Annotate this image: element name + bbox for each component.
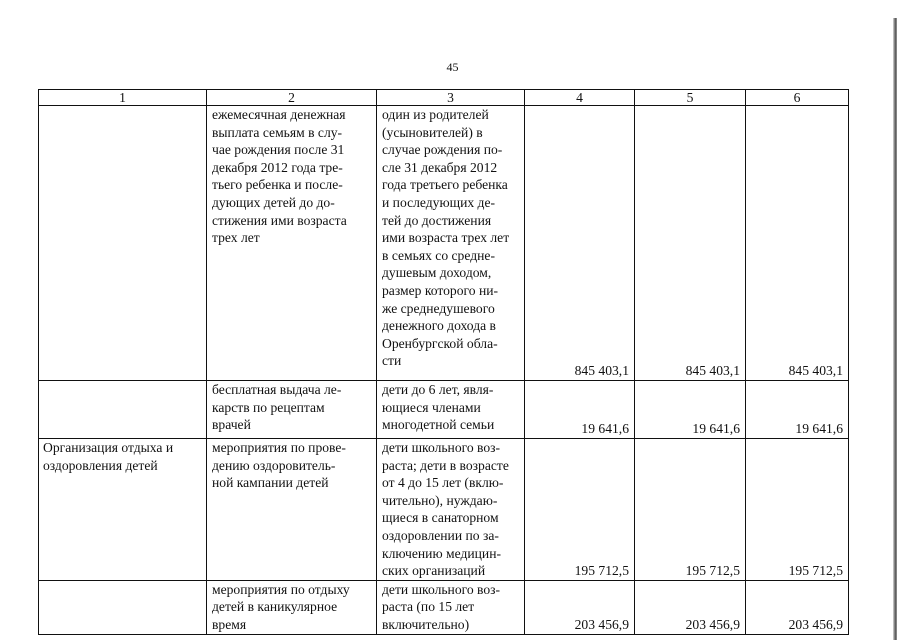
cell-recipients: дети до 6 лет, явля- ющиеся членами многодетной семьи bbox=[377, 381, 525, 439]
header-cell-5: 5 bbox=[635, 90, 746, 106]
cell-program: Организация отдыха и оздоровления детей bbox=[39, 439, 207, 581]
cell-value-5: 195 712,5 bbox=[635, 439, 746, 581]
cell-value-4: 195 712,5 bbox=[525, 439, 635, 581]
page-number: 45 bbox=[446, 60, 459, 74]
cell-recipients: дети школьного воз- раста (по 15 лет включительно) bbox=[377, 580, 525, 634]
cell-value-6: 19 641,6 bbox=[746, 381, 849, 439]
table-row bbox=[39, 439, 849, 581]
budget-table bbox=[38, 89, 849, 635]
cell-program bbox=[39, 106, 207, 381]
cell-value-4: 19 641,6 bbox=[525, 381, 635, 439]
cell-value-5: 19 641,6 bbox=[635, 381, 746, 439]
table-row bbox=[39, 381, 849, 439]
cell-value-6: 845 403,1 bbox=[746, 106, 849, 381]
cell-recipients: один из родителей (усыновителей) в случае рождения по- сле 31 декабря 2012 года третьего ребенка и последующих де- тей до достижения ими возраста трех лет в семьях со средне- душевым доходом, размер которого ни- же среднедушевого денежного дохода в Оренбургской обла- сти bbox=[377, 106, 525, 381]
header-cell-1: 1 bbox=[39, 90, 207, 106]
cell-value-6: 203 456,9 bbox=[746, 580, 849, 634]
table-row bbox=[39, 580, 849, 634]
cell-measure: мероприятия по прове- дению оздоровитель- ной кампании детей bbox=[207, 439, 377, 581]
table-row bbox=[39, 106, 849, 381]
cell-value-6: 195 712,5 bbox=[746, 439, 849, 581]
cell-value-5: 203 456,9 bbox=[635, 580, 746, 634]
cell-value-4: 845 403,1 bbox=[525, 106, 635, 381]
header-cell-6: 6 bbox=[746, 90, 849, 106]
cell-value-4: 203 456,9 bbox=[525, 580, 635, 634]
scan-edge-shadow bbox=[893, 18, 897, 640]
header-cell-2: 2 bbox=[207, 90, 377, 106]
header-cell-4: 4 bbox=[525, 90, 635, 106]
cell-value-5: 845 403,1 bbox=[635, 106, 746, 381]
cell-measure: бесплатная выдача ле- карств по рецептам врачей bbox=[207, 381, 377, 439]
cell-program bbox=[39, 580, 207, 634]
cell-measure: ежемесячная денежная выплата семьям в слу- чае рождения после 31 декабря 2012 года тре- тьего ребенка и после- дующих детей до до- стижения ими возраста трех лет bbox=[207, 106, 377, 381]
cell-recipients: дети школьного воз- раста; дети в возрасте от 4 до 15 лет (вклю- чительно), нуждаю- щиеся в санаторном оздоровлении по за- ключению медицин- ских организаций bbox=[377, 439, 525, 581]
cell-measure: мероприятия по отдыху детей в каникулярное время bbox=[207, 580, 377, 634]
cell-program bbox=[39, 381, 207, 439]
header-row bbox=[39, 90, 849, 106]
header-cell-3: 3 bbox=[377, 90, 525, 106]
table-header bbox=[39, 90, 849, 106]
